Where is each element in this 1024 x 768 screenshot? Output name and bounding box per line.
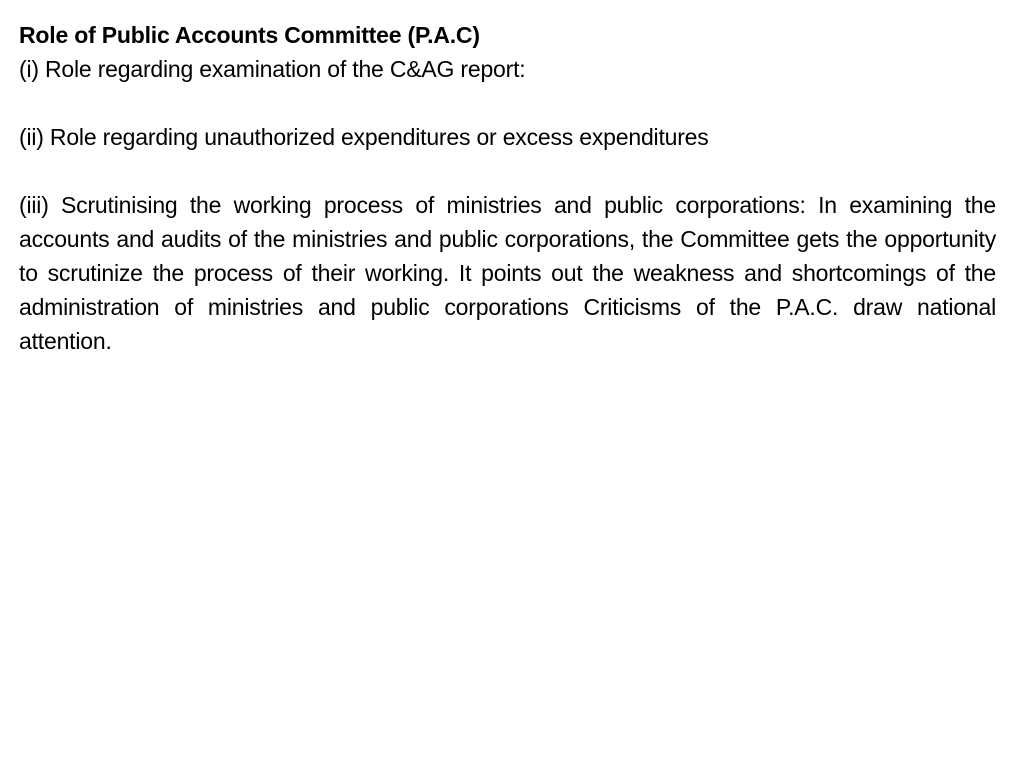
spacer [19,154,996,188]
point-2: (ii) Role regarding unauthorized expenditures or excess expenditures [19,124,709,150]
spacer [19,86,996,120]
point-3-paragraph: (iii) Scrutinising the working process of ministries and public corporations: In examining the accounts and audits of the ministries and public corporations, the Committee gets the opportunity to scrutinize the process of their working. It points out the weakness and shortcomings of the administration of ministries and public corporations Criticisms of the P.A.C. draw national attention. [19,192,996,354]
slide-title: Role of Public Accounts Committee (P.A.C) [19,22,480,48]
point-1: (i) Role regarding examination of the C&AG report: [19,56,526,82]
